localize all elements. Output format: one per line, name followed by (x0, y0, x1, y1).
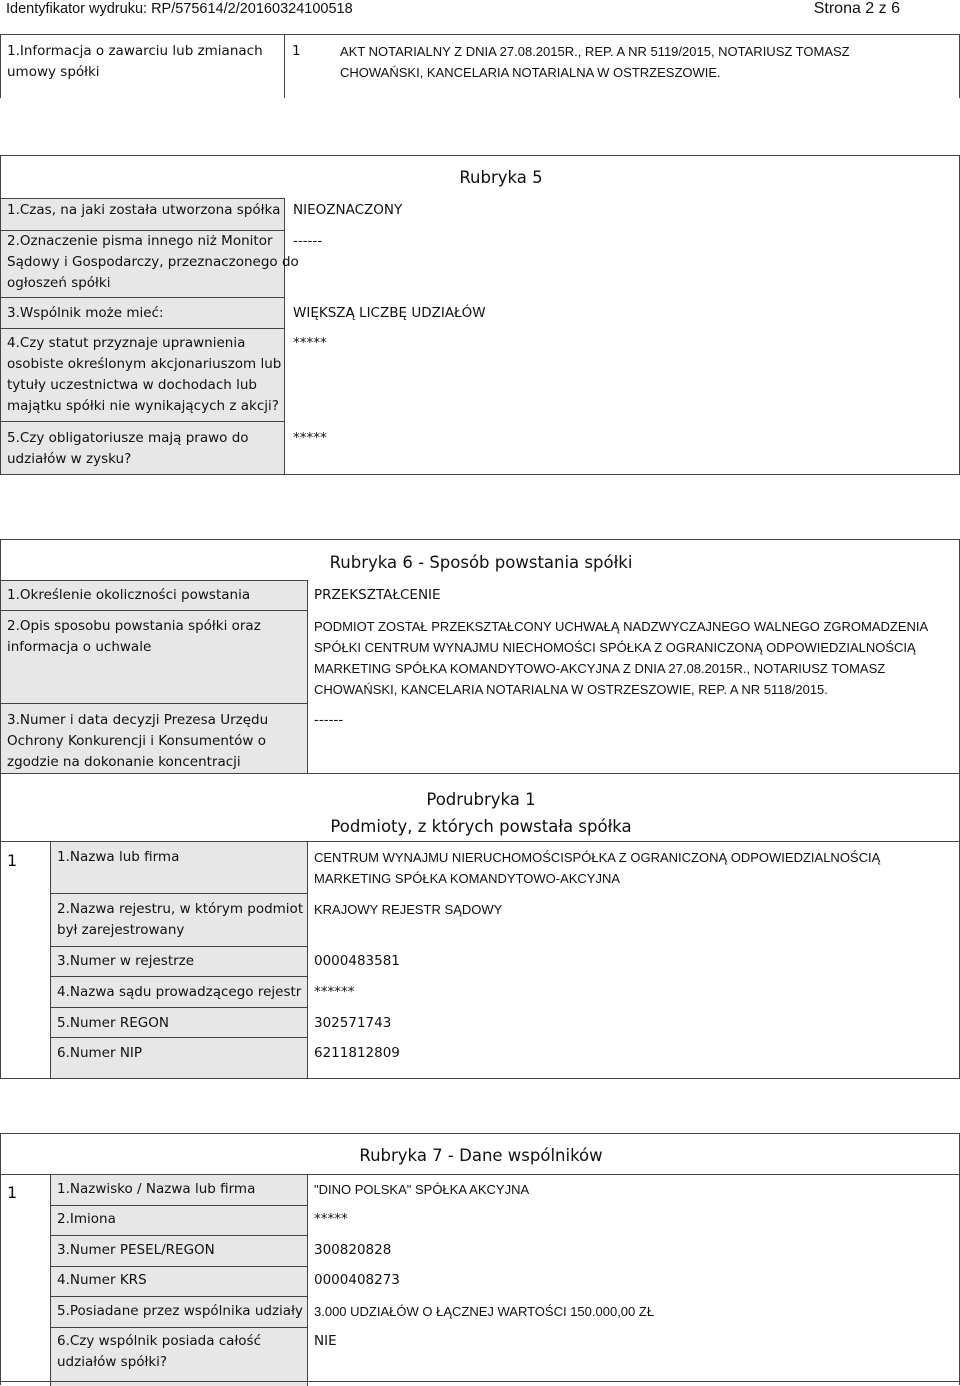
r6-row1-label: 1.Określenie okoliczności powstania (7, 587, 251, 603)
r6-row3-value: ------ (314, 712, 344, 728)
r7-row2-value: ***** (314, 1211, 348, 1227)
r7-row3-label: 3.Numer PESEL/REGON (57, 1242, 215, 1258)
sub-row4-value: ****** (314, 984, 355, 1000)
contract-info-section (0, 34, 960, 98)
podrubryka-1-subtitle: Podmioty, z których powstała spółka (330, 817, 632, 836)
sub-row4-label: 4.Nazwa sądu prowadzącego rejestr (57, 984, 302, 1000)
r5-row4-label: 4.Czy statut przyznaje uprawnienia osobiste określonym akcjonariuszom lub tytuły uczestnictwa w dochodach lub majątku spółki nie wynikających z akcji? (7, 335, 282, 414)
shareholder-number: 1 (7, 1183, 18, 1202)
rubryka-5-title: Rubryka 5 (459, 168, 543, 187)
sub-row2-label: 2.Nazwa rejestru, w którym podmiot był zarejestrowany (57, 901, 304, 938)
r7-row5-label: 5.Posiadane przez wspólnika udziały (57, 1303, 303, 1319)
rubryka-6 (0, 539, 960, 1079)
r5-row3-label: 3.Wspólnik może mieć: (7, 305, 164, 321)
r5-row1-value: NIEOZNACZONY (293, 202, 403, 218)
r7-row5-value: 3.000 UDZIAŁÓW O ŁĄCZNEJ WARTOŚCI 150.000,00 ZŁ (314, 1304, 655, 1319)
sub-row2-value: KRAJOWY REJESTR SĄDOWY (314, 902, 503, 917)
r6-row2-label: 2.Opis sposobu powstania spółki oraz informacja o uchwale (7, 618, 261, 655)
sub-row6-label: 6.Numer NIP (57, 1045, 143, 1061)
r6-row3-label: 3.Numer i data decyzji Prezesa Urzędu Ochrony Konkurencji i Konsumentów o zgodzie na dokonanie koncentracji (7, 712, 269, 770)
sub-entity-number: 1 (7, 851, 18, 870)
sub-row1-label: 1.Nazwa lub firma (57, 849, 180, 865)
r5-row5-label: 5.Czy obligatoriusze mają prawo do udziałów w zysku? (7, 430, 249, 467)
sub-row3-value: 0000483581 (314, 953, 400, 969)
contract-info-label: 1.Informacja o zawarciu lub zmianach umowy spółki (7, 43, 263, 80)
sub-row5-value: 302571743 (314, 1015, 392, 1031)
rubryka-7-title: Rubryka 7 - Dane wspólników (359, 1146, 603, 1165)
r6-row2-value: PODMIOT ZOSTAŁ PRZEKSZTAŁCONY UCHWAŁĄ NADZWYCZAJNEGO WALNEGO ZGROMADZENIA SPÓŁKI CENTRUM WYNAJMU NIECHOMOŚCI SPÓŁKA Z OGRANICZONĄ ODPOWIEDZIALNOŚCIĄ MARKETING SPÓŁKA KOMANDYTOWO-AKCYJNA Z DNIA 27.08.2015R., NOTARIUSZ TOMASZ CHOWAŃSKI, KANCELARIA NOTARIALNA W OSTRZESZOWIE, REP. A NR 5118/2015. (314, 619, 929, 697)
r7-row3-value: 300820828 (314, 1242, 392, 1258)
rubryka-5 (0, 155, 960, 475)
r7-row6-label: 6.Czy wspólnik posiada całość udziałów spółki? (57, 1333, 262, 1370)
r7-row6-value: NIE (314, 1333, 337, 1349)
r5-row2-label: 2.Oznaczenie pisma innego niż Monitor Sądowy i Gospodarczy, przeznaczonego do ogłoszeń spółki (7, 233, 299, 291)
sub-row6-value: 6211812809 (314, 1045, 400, 1061)
r5-row3-value: WIĘKSZĄ LICZBĘ UDZIAŁÓW (293, 305, 486, 321)
r6-row1-value: PRZEKSZTAŁCENIE (314, 587, 441, 603)
contract-info-value: AKT NOTARIALNY Z DNIA 27.08.2015R., REP. A NR 5119/2015, NOTARIUSZ TOMASZ CHOWAŃSKI, KANCELARIA NOTARIALNA W OSTRZESZOWIE. (340, 44, 850, 80)
rubryka-6-title: Rubryka 6 - Sposób powstania spółki (329, 553, 633, 572)
r7-row1-value: "DINO POLSKA" SPÓŁKA AKCYJNA (314, 1182, 530, 1197)
sub-row5-label: 5.Numer REGON (57, 1015, 169, 1031)
rubryka-7 (0, 1133, 960, 1385)
sub-row1-value: CENTRUM WYNAJMU NIERUCHOMOŚCISPÓŁKA Z OGRANICZONĄ ODPOWIEDZIALNOŚCIĄ MARKETING SPÓŁKA KOMANDYTOWO-AKCYJNA (314, 850, 881, 886)
r5-row5-value: ***** (293, 430, 327, 446)
print-identifier: Identyfikator wydruku: RP/575614/2/20160324100518 (6, 1, 353, 17)
page-number: Strona 2 z 6 (813, 0, 900, 17)
contract-info-number: 1 (292, 43, 301, 59)
r5-row1-label: 1.Czas, na jaki została utworzona spółka (7, 202, 281, 218)
r7-row4-value: 0000408273 (314, 1272, 400, 1288)
podrubryka-1-title: Podrubryka 1 (426, 790, 536, 809)
r5-row4-value: ***** (293, 335, 327, 351)
r7-row4-label: 4.Numer KRS (57, 1272, 147, 1288)
r5-row2-value: ------ (293, 233, 323, 249)
r7-row1-label: 1.Nazwisko / Nazwa lub firma (57, 1181, 256, 1197)
sub-row3-label: 3.Numer w rejestrze (57, 953, 195, 969)
r7-row2-label: 2.Imiona (57, 1211, 116, 1227)
